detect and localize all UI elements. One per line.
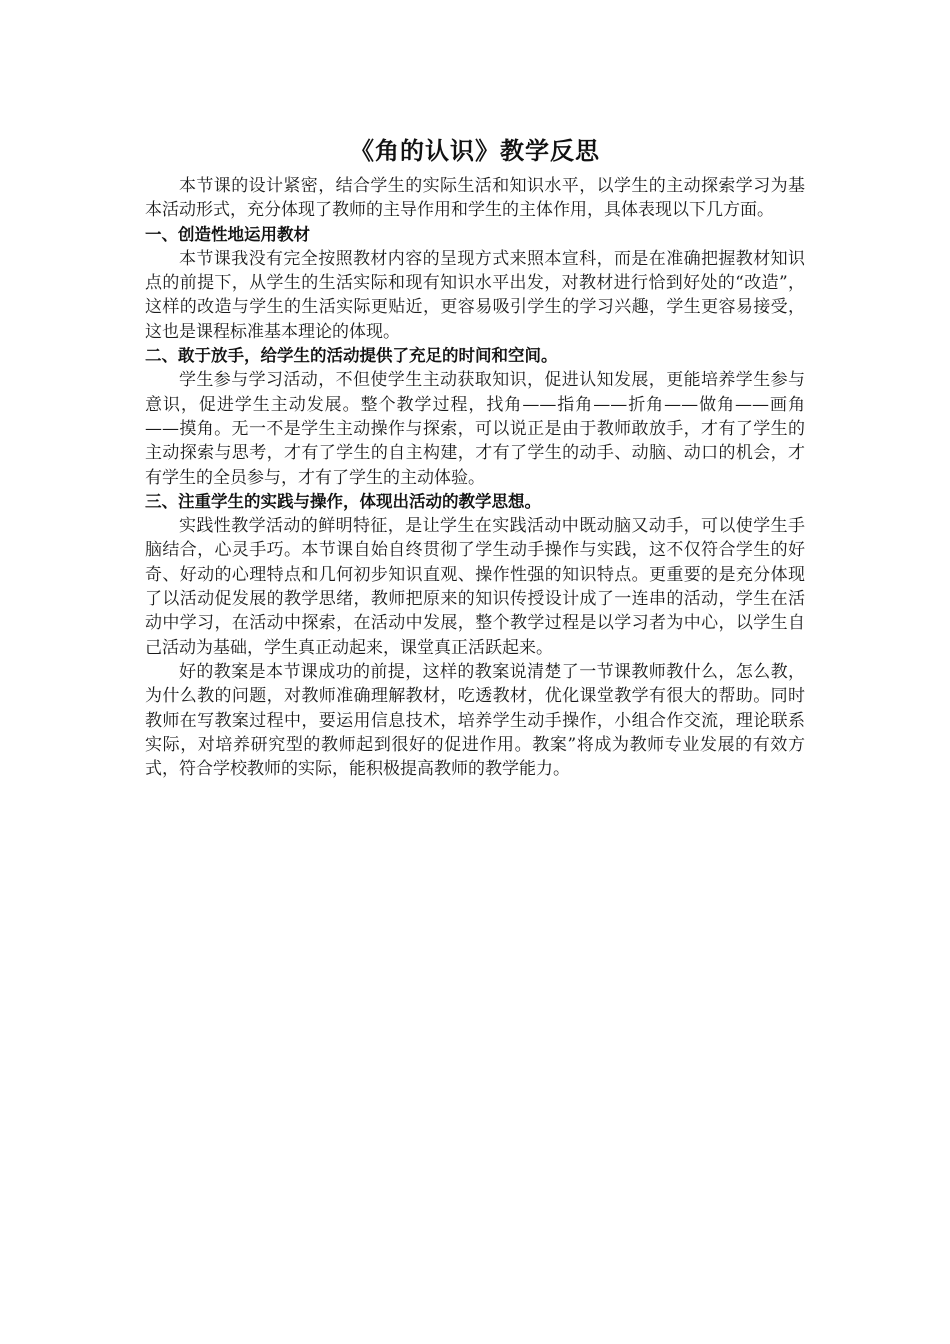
section-1-paragraph: 本节课我没有完全按照教材内容的呈现方式来照本宣科，而是在准确把握教材知识点的前提下，从学生的生活实际和现有知识水平出发，对教材进行恰到好处的“改造”，这样的改造与学生的生活实际更贴近，更容易吸引学生的学习兴趣，学生更容易接受，这也是课程标准基本理论的体现。 (145, 248, 805, 342)
intro-paragraph: 本节课的设计紧密，结合学生的实际生活和知识水平，以学生的主动探索学习为基本活动形式，充分体现了教师的主导作用和学生的主体作用，具体表现以下几方面。 (145, 176, 805, 221)
closing-paragraph: 好的教案是本节课成功的前提，这样的教案说清楚了一节课教师教什么，怎么教，为什么教的问题，对教师准确理解教材，吃透教材，优化课堂教学有很大的帮助。同时教师在写教案过程中，要运用信息技术，培养学生动手操作，小组合作交流，理论联系实际，对培养研究型的教师起到很好的促进作用。教案”将成为教师专业发展的有效方式，符合学校教师的实际，能积极提高教师的教学能力。 (145, 661, 805, 780)
section-3-heading: 三、注重学生的实践与操作，体现出活动的教学思想。 (145, 491, 541, 511)
document-title: 《角的认识》教学反思 (350, 136, 600, 165)
section-2-paragraph: 学生参与学习活动，不但使学生主动获取知识，促进认知发展，更能培养学生参与意识，促进学生主动发展。整个教学过程，找角——指角——折角——做角——画角——摸角。无一不是学生主动操作与探索，可以说正是由于教师敢放手，才有了学生的主动探索与思考，才有了学生的自主构建，才有了学生的动手、动脑、动口的机会，才有学生的全员参与，才有了学生的主动体验。 (145, 370, 805, 488)
section-2-heading: 二、敢于放手，给学生的活动提供了充足的时间和空间。 (145, 346, 558, 366)
section-1-heading: 一、创造性地运用教材 (145, 224, 310, 244)
document-body (145, 134, 805, 781)
section-3-paragraph: 实践性教学活动的鲜明特征，是让学生在实践活动中既动脑又动手，可以使学生手脑结合，心灵手巧。本节课自始自终贯彻了学生动手操作与实践，这不仅符合学生的好奇、好动的心理特点和几何初步知识直观、操作性强的知识特点。更重要的是充分体现了以活动促发展的教学思绪，教师把原来的知识传授设计成了一连串的活动，学生在活动中学习，在活动中探索，在活动中发展，整个教学过程是以学习者为中心，以学生自己活动为基础，学生真正动起来，课堂真正活跃起来。 (145, 516, 805, 658)
